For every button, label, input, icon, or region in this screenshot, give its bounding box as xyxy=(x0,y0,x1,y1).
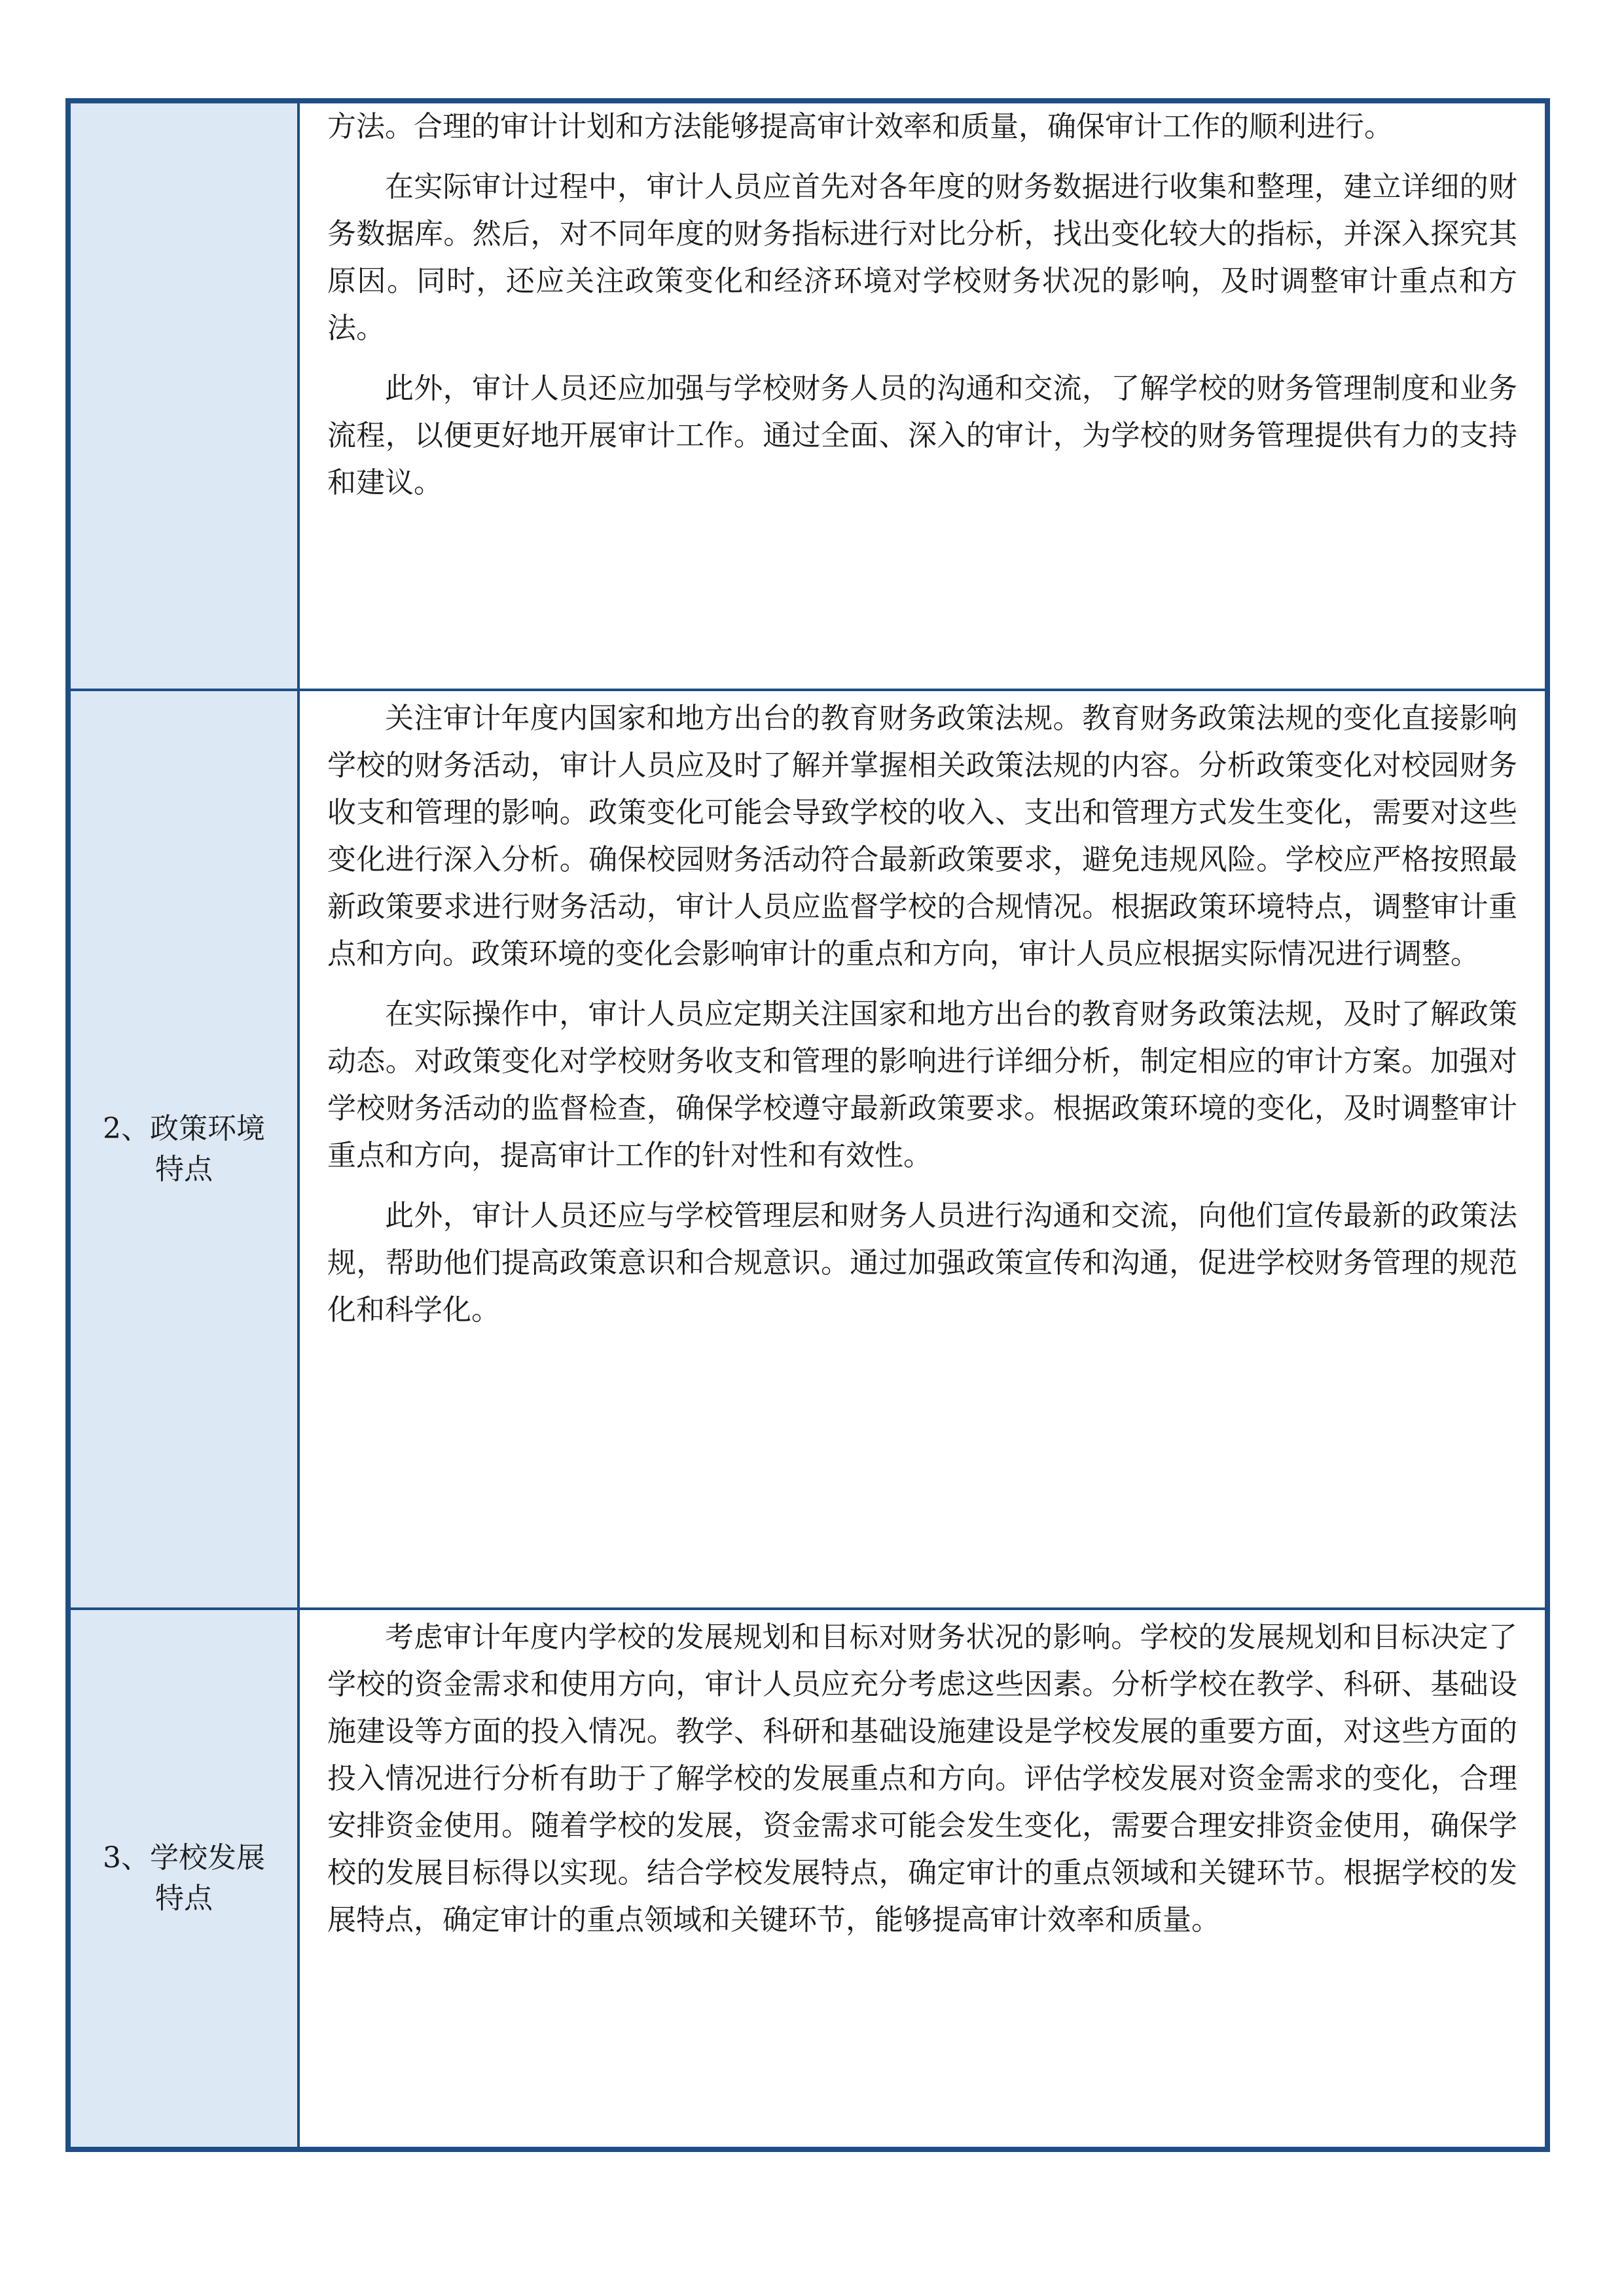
table-row xyxy=(68,101,1547,690)
row-label-cell xyxy=(68,101,298,690)
row-content-cell xyxy=(298,1609,1547,2149)
row-content-cell xyxy=(298,101,1547,690)
paragraph: 关注审计年度内国家和地方出台的教育财务政策法规。教育财务政策法规的变化直接影响学校的财务活动，审计人员应及时了解并掌握相关政策法规的内容。分析政策变化对校园财务收支和管理的影响。政策变化可能会导致学校的收入、支出和管理方式发生变化，需要对这些变化进行深入分析。确保校园财务活动符合最新政策要求，避免违规风险。学校应严格按照最新政策要求进行财务活动，审计人员应监督学校的合规情况。根据政策环境特点，调整审计重点和方向。政策环境的变化会影响审计的重点和方向，审计人员应根据实际情况进行调整。 xyxy=(327,702,1517,971)
row-label: 2、政策环境特点 xyxy=(103,1112,265,1186)
row-label-cell xyxy=(68,1609,298,2149)
row-label: 3、学校发展特点 xyxy=(103,1841,265,1915)
paragraph: 在实际审计过程中，审计人员应首先对各年度的财务数据进行收集和整理，建立详细的财务数据库。然后，对不同年度的财务指标进行对比分析，找出变化较大的指标，并深入探究其原因。同时，还应关注政策变化和经济环境对学校财务状况的影响，及时调整审计重点和方法。 xyxy=(327,170,1517,345)
table-row xyxy=(68,690,1547,1609)
table-row xyxy=(68,1609,1547,2149)
paragraph: 方法。合理的审计计划和方法能够提高审计效率和质量，确保审计工作的顺利进行。 xyxy=(327,110,1393,143)
paragraph: 在实际操作中，审计人员应定期关注国家和地方出台的教育财务政策法规，及时了解政策动态。对政策变化对学校财务收支和管理的影响进行详细分析，制定相应的审计方案。加强对学校财务活动的监督检查，确保学校遵守最新政策要求。根据政策环境的变化，及时调整审计重点和方向，提高审计工作的针对性和有效性。 xyxy=(327,997,1517,1172)
paragraph: 此外，审计人员还应加强与学校财务人员的沟通和交流，了解学校的财务管理制度和业务流程，以便更好地开展审计工作。通过全面、深入的审计，为学校的财务管理提供有力的支持和建议。 xyxy=(327,372,1517,499)
row-content-cell xyxy=(298,690,1547,1609)
paragraph: 此外，审计人员还应与学校管理层和财务人员进行沟通和交流，向他们宣传最新的政策法规，帮助他们提高政策意识和合规意识。通过加强政策宣传和沟通，促进学校财务管理的规范化和科学化。 xyxy=(327,1199,1517,1327)
content-table xyxy=(65,98,1550,2152)
paragraph: 考虑审计年度内学校的发展规划和目标对财务状况的影响。学校的发展规划和目标决定了学校的资金需求和使用方向，审计人员应充分考虑这些因素。分析学校在教学、科研、基础设施建设等方面的投入情况。教学、科研和基础设施建设是学校发展的重要方面，对这些方面的投入情况进行分析有助于了解学校的发展重点和方向。评估学校发展对资金需求的变化，合理安排资金使用。随着学校的发展，资金需求可能会发生变化，需要合理安排资金使用，确保学校的发展目标得以实现。结合学校发展特点，确定审计的重点领域和关键环节。根据学校的发展特点，确定审计的重点领域和关键环节，能够提高审计效率和质量。 xyxy=(327,1621,1517,1937)
row-label-cell xyxy=(68,690,298,1609)
